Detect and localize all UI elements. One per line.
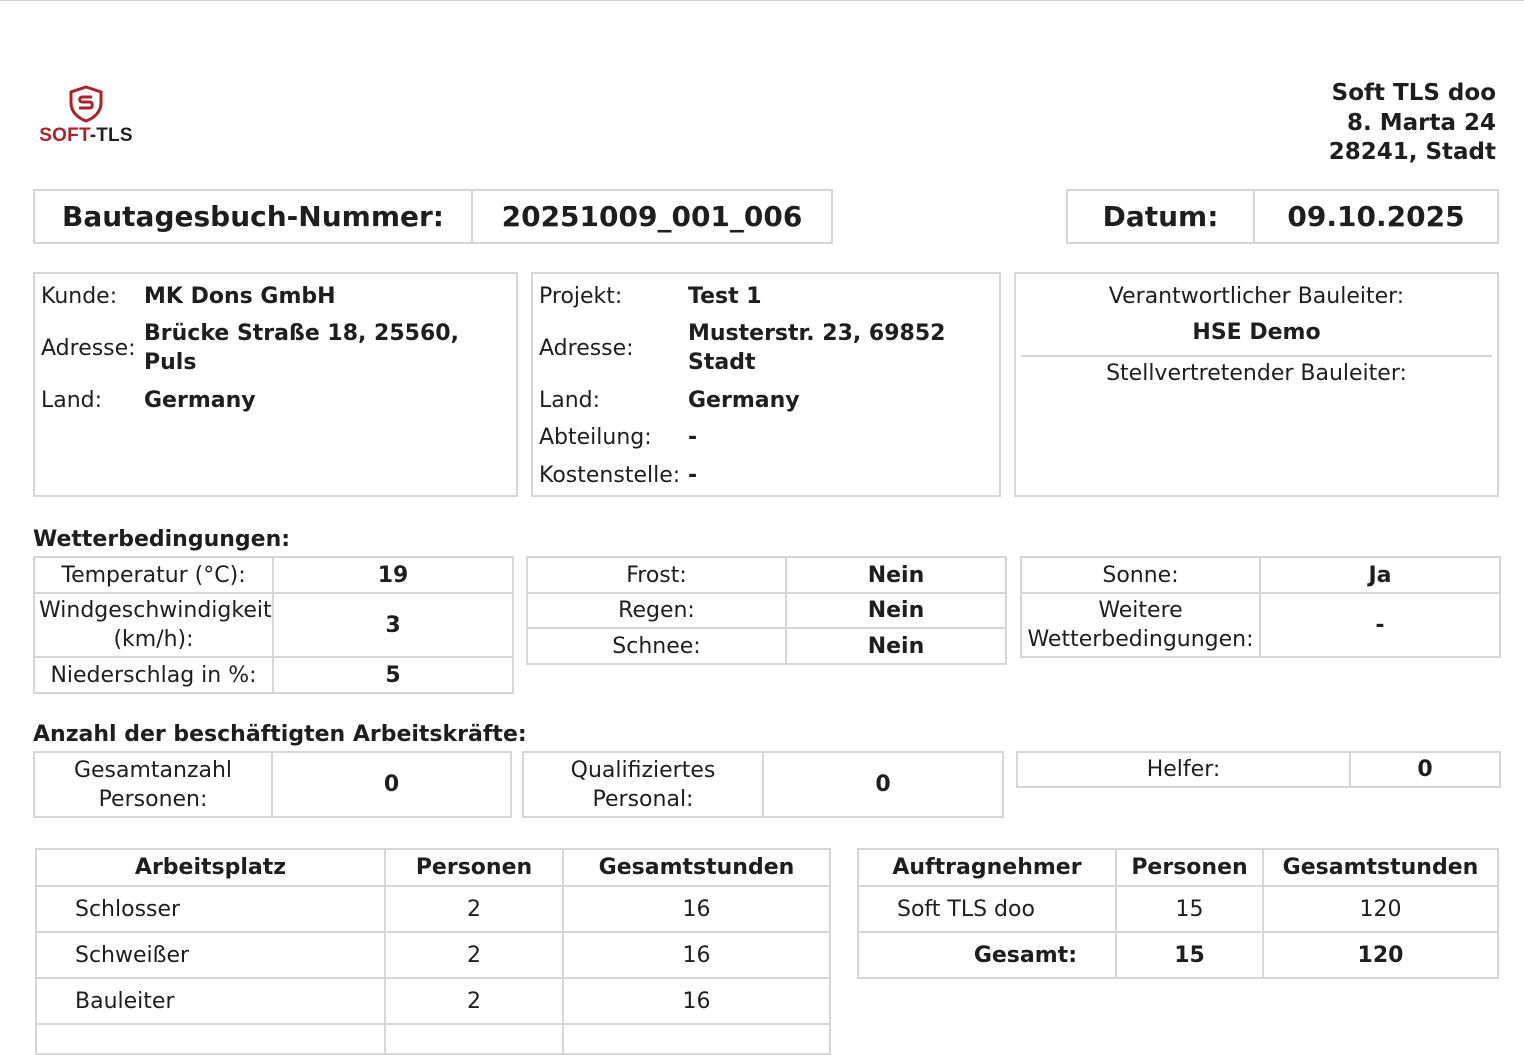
workforce-helper-table: [1016, 751, 1501, 788]
customer-address-label: Adresse:: [41, 336, 136, 361]
helper-value: 0: [1350, 752, 1500, 787]
other-weather-value: -: [1260, 593, 1500, 657]
date-value: 09.10.2025: [1287, 200, 1465, 233]
hours-cell: 16: [563, 932, 830, 978]
responsible-manager-label: Verantwortlicher Bauleiter:: [1108, 284, 1405, 309]
project-box: [531, 272, 1001, 497]
temperature-label: Temperatur (°C):: [34, 557, 273, 593]
shield-s-icon: [68, 85, 104, 123]
qualified-staff-label: Qualifiziertes Personal:: [523, 752, 763, 817]
workplace-cell: Schlosser: [36, 886, 385, 932]
workforce-section-title: Anzahl der beschäftigten Arbeitskräfte:: [33, 722, 527, 747]
total-persons-label: Gesamtanzahl Personen:: [34, 752, 272, 817]
precipitation-label: Niederschlag in %:: [34, 657, 273, 693]
rain-label: Regen:: [527, 593, 786, 628]
contractor-cell: Soft TLS doo: [858, 886, 1116, 932]
persons-cell: 2: [385, 886, 563, 932]
deputy-manager-label: Stellvertretender Bauleiter:: [1106, 361, 1407, 386]
diary-number-label: Bautagesbuch-Nummer:: [62, 200, 444, 233]
site-manager-box: [1014, 272, 1499, 497]
table-row: [858, 886, 1498, 932]
diary-number-value: 20251009_001_006: [501, 200, 803, 233]
table-row: [36, 886, 830, 932]
project-label: Projekt:: [539, 284, 623, 309]
customer-country-value: Germany: [144, 388, 256, 413]
total-hours: 120: [1263, 932, 1498, 978]
weather-table-left: [33, 556, 514, 694]
contractor-table: [857, 848, 1499, 979]
hours-cell: 16: [563, 886, 830, 932]
sun-value: Ja: [1260, 557, 1500, 593]
project-cost-center-label: Kostenstelle:: [539, 463, 681, 488]
contractor-header-name: Auftragnehmer: [858, 849, 1116, 886]
project-cost-center-value: -: [688, 463, 698, 488]
project-department-label: Abteilung:: [539, 425, 652, 450]
company-address: [1329, 79, 1496, 168]
project-address-line1: Musterstr. 23, 69852: [688, 321, 946, 346]
customer-address-line1: Brücke Straße 18, 25560,: [144, 321, 459, 346]
date-label: Datum:: [1102, 200, 1219, 233]
sun-label: Sonne:: [1021, 557, 1260, 593]
workplace-header-hours: Gesamtstunden: [563, 849, 830, 886]
total-persons-value: 0: [272, 752, 511, 817]
temperature-value: 19: [273, 557, 513, 593]
precipitation-value: 5: [273, 657, 513, 693]
project-address-label: Adresse:: [539, 336, 634, 361]
table-row-partial: [36, 1024, 830, 1054]
company-city: 28241, Stadt: [1328, 139, 1496, 165]
project-address-line2: Stadt: [688, 350, 756, 375]
logo-wordmark: SOFT-TLS: [39, 125, 133, 146]
total-label: Gesamt:: [858, 932, 1116, 978]
wind-label: Windgeschwindigkeit (km/h):: [34, 593, 273, 657]
workplace-cell: Bauleiter: [36, 978, 385, 1024]
project-value: Test 1: [688, 284, 762, 309]
responsible-manager-value: HSE Demo: [1192, 320, 1321, 345]
total-row: [858, 932, 1498, 978]
workforce-total-table: [33, 751, 512, 818]
table-row: [36, 978, 830, 1024]
hours-cell: 120: [1263, 886, 1498, 932]
workplace-header-workplace: Arbeitsplatz: [36, 849, 385, 886]
workplace-header-persons: Personen: [385, 849, 563, 886]
customer-label: Kunde:: [41, 284, 118, 309]
manager-divider: [1021, 355, 1492, 357]
persons-cell: 2: [385, 978, 563, 1024]
qualified-staff-value: 0: [763, 752, 1003, 817]
project-department-value: -: [688, 425, 698, 450]
date-box: [1066, 189, 1499, 244]
customer-country-label: Land:: [41, 388, 103, 413]
customer-address-line2: Puls: [144, 350, 197, 375]
workplace-table: [35, 848, 831, 1055]
diary-number-box: [33, 189, 833, 244]
hours-cell: 16: [563, 978, 830, 1024]
project-country-label: Land:: [539, 388, 601, 413]
weather-table-middle: [526, 556, 1007, 665]
customer-value: MK Dons GmbH: [144, 284, 336, 309]
persons-cell: 2: [385, 932, 563, 978]
company-name: Soft TLS doo: [1331, 80, 1496, 106]
helper-label: Helfer:: [1017, 752, 1350, 787]
workplace-cell: Schweißer: [36, 932, 385, 978]
weather-table-right: [1020, 556, 1501, 658]
company-logo: [36, 85, 136, 155]
frost-value: Nein: [786, 557, 1006, 593]
contractor-header-hours: Gesamtstunden: [1263, 849, 1498, 886]
other-weather-label: Weitere Wetterbedingungen:: [1021, 593, 1260, 657]
contractor-header-persons: Personen: [1116, 849, 1263, 886]
rain-value: Nein: [786, 593, 1006, 628]
customer-box: [33, 272, 518, 497]
frost-label: Frost:: [527, 557, 786, 593]
persons-cell: 15: [1116, 886, 1263, 932]
wind-value: 3: [273, 593, 513, 657]
company-street: 8. Marta 24: [1346, 109, 1496, 136]
weather-section-title: Wetterbedingungen:: [33, 527, 291, 552]
snow-value: Nein: [786, 628, 1006, 664]
snow-label: Schnee:: [527, 628, 786, 664]
table-row: [36, 932, 830, 978]
total-persons: 15: [1116, 932, 1263, 978]
project-country-value: Germany: [688, 388, 800, 413]
workforce-qualified-table: [522, 751, 1004, 818]
